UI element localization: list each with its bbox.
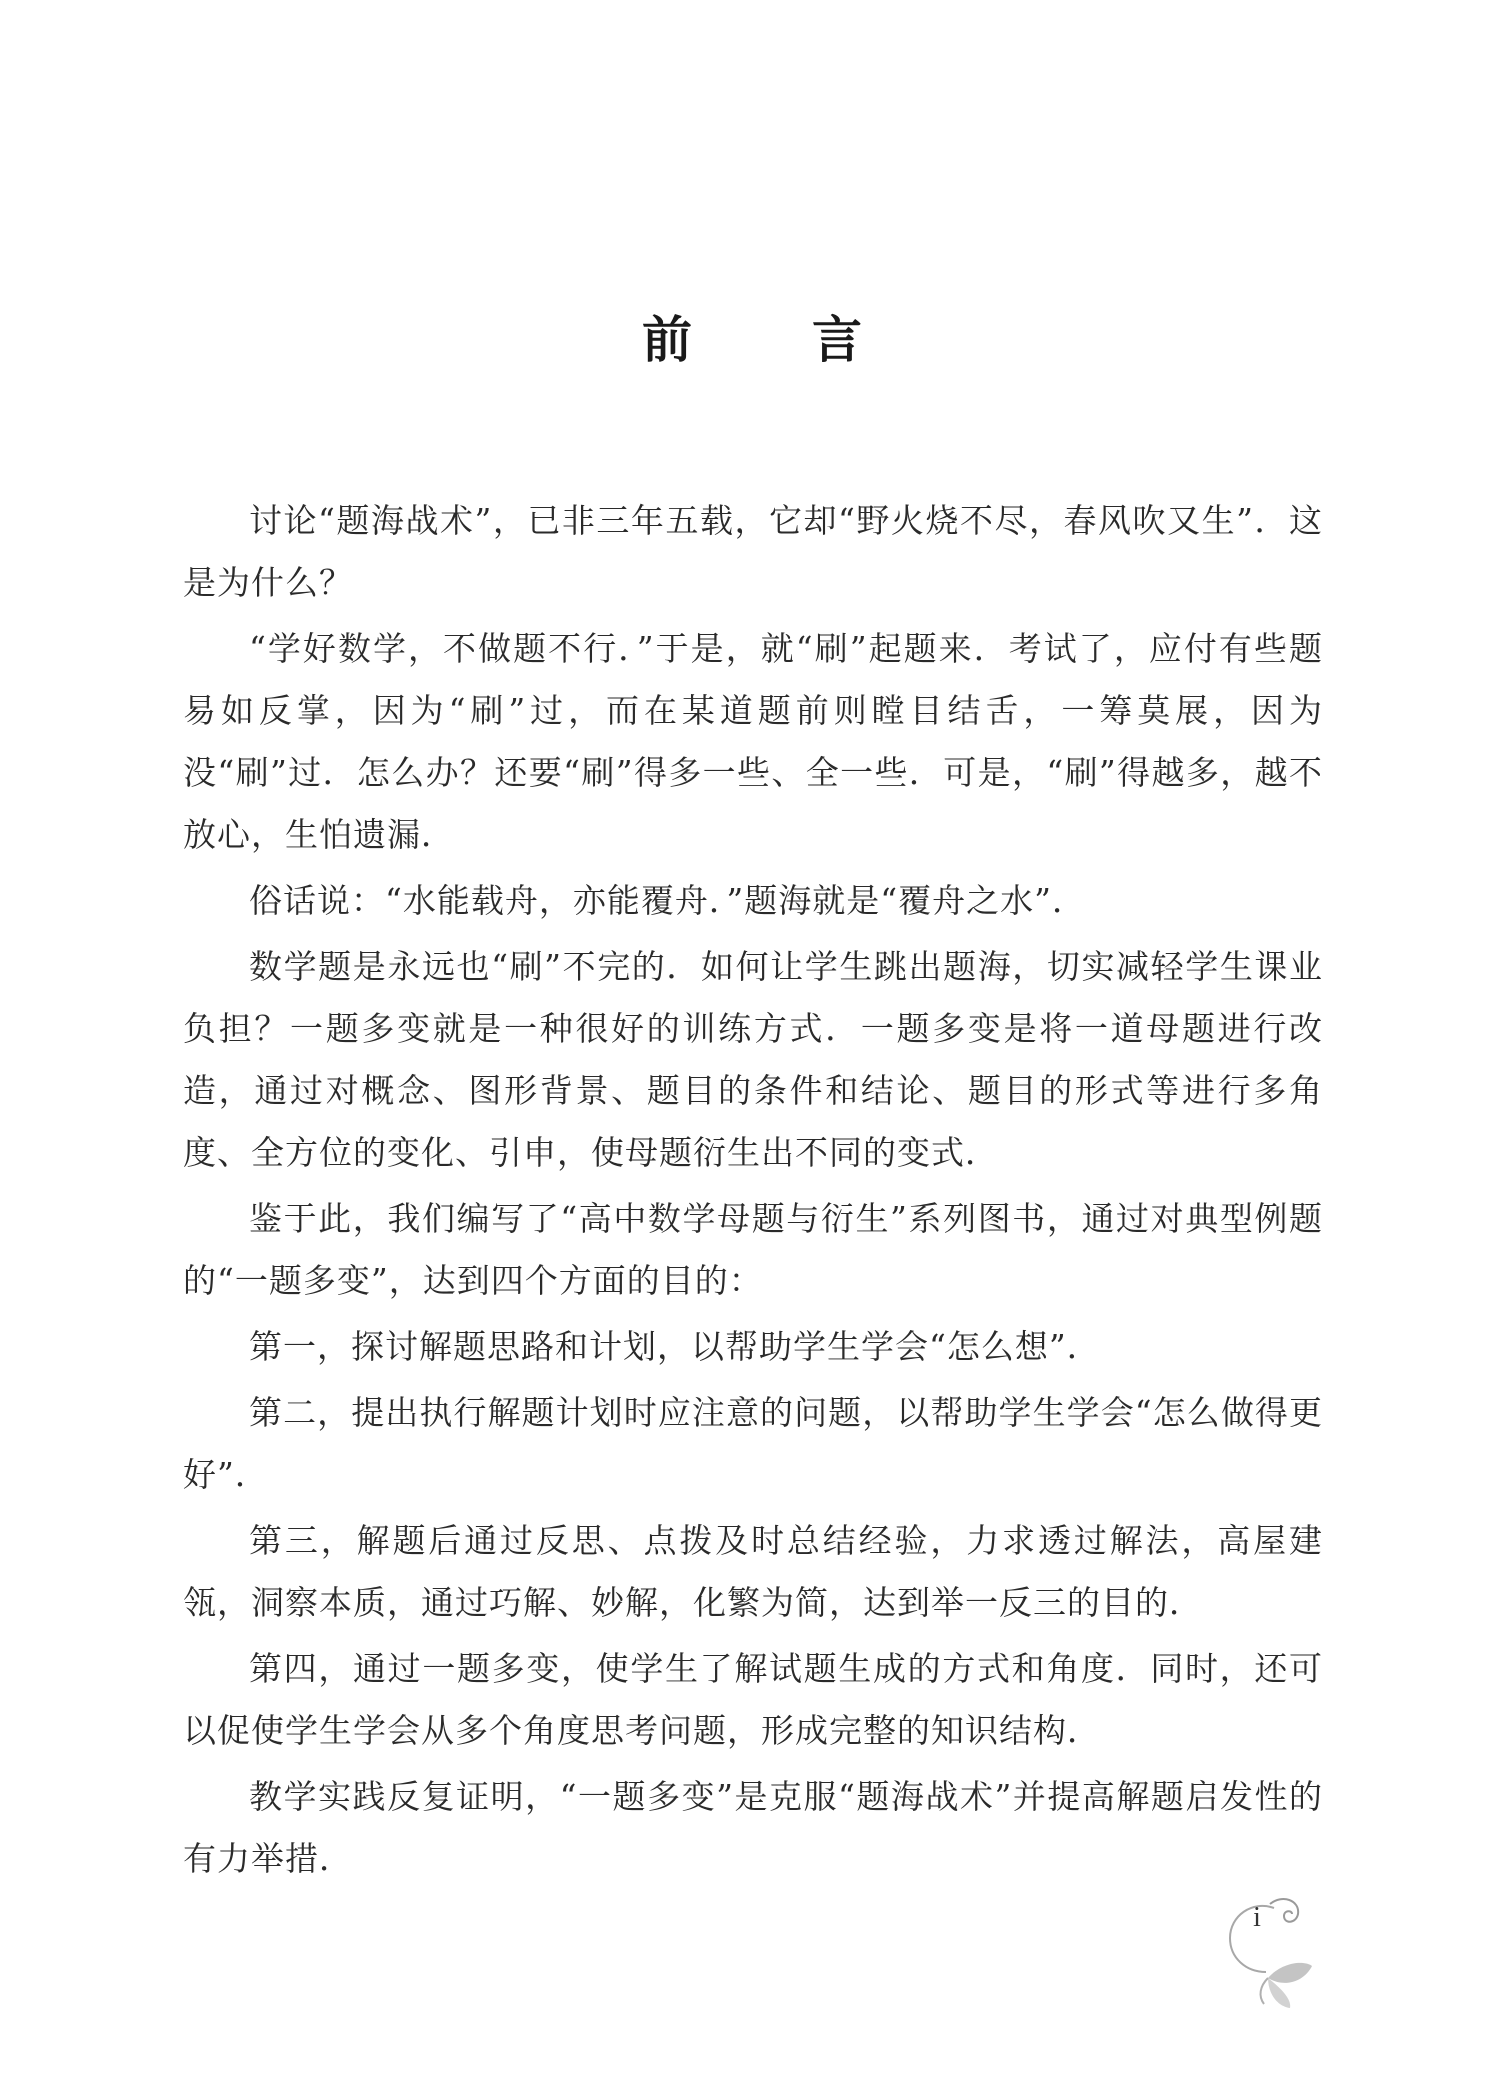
preface-body — [183, 490, 1323, 1894]
page-number: i — [1253, 1902, 1261, 1933]
paragraph: 第二，提出执行解题计划时应注意的问题，以帮助学生学会“怎么做得更好”． — [183, 1393, 1323, 1494]
paragraph: 第四，通过一题多变，使学生了解试题生成的方式和角度．同时，还可以促使学生学会从多个角度思考问题，形成完整的知识结构． — [183, 1649, 1323, 1750]
page-title-char-2: 言 — [812, 311, 862, 369]
paragraph: “学好数学，不做题不行．”于是，就“刷”起题来．考试了，应付有些题易如反掌，因为“刷”过，而在某道题前则瞠目结舌，一筹莫展，因为没“刷”过．怎么办？还要“刷”得多一些、全一些．可是，“刷”得越多，越不放心，生怕遗漏． — [183, 629, 1323, 854]
page-title — [0, 300, 1504, 372]
leaf-spiral-icon — [1212, 1882, 1322, 2012]
paragraph: 俗话说：“水能载舟，亦能覆舟．”题海就是“覆舟之水”． — [249, 881, 1086, 920]
paragraph: 第一，探讨解题思路和计划，以帮助学生学会“怎么想”． — [249, 1327, 1101, 1366]
paragraph: 鉴于此，我们编写了“高中数学母题与衍生”系列图书，通过对典型例题的“一题多变”，达到四个方面的目的： — [183, 1199, 1323, 1300]
paragraph: 第三，解题后通过反思、点拨及时总结经验，力求透过解法，高屋建瓴，洞察本质，通过巧解、妙解，化繁为简，达到举一反三的目的． — [183, 1521, 1323, 1622]
paragraph: 数学题是永远也“刷”不完的．如何让学生跳出题海，切实减轻学生课业负担？一题多变就是一种很好的训练方式．一题多变是将一道母题进行改造，通过对概念、图形背景、题目的条件和结论、题目的形式等进行多角度、全方位的变化、引申，使母题衍生出不同的变式． — [183, 947, 1323, 1172]
page-title-char-1: 前 — [642, 311, 692, 369]
paragraph: 讨论“题海战术”，已非三年五载，它却“野火烧不尽，春风吹又生”．这是为什么？ — [183, 501, 1323, 602]
paragraph: 教学实践反复证明，“一题多变”是克服“题海战术”并提高解题启发性的有力举措． — [183, 1777, 1323, 1878]
